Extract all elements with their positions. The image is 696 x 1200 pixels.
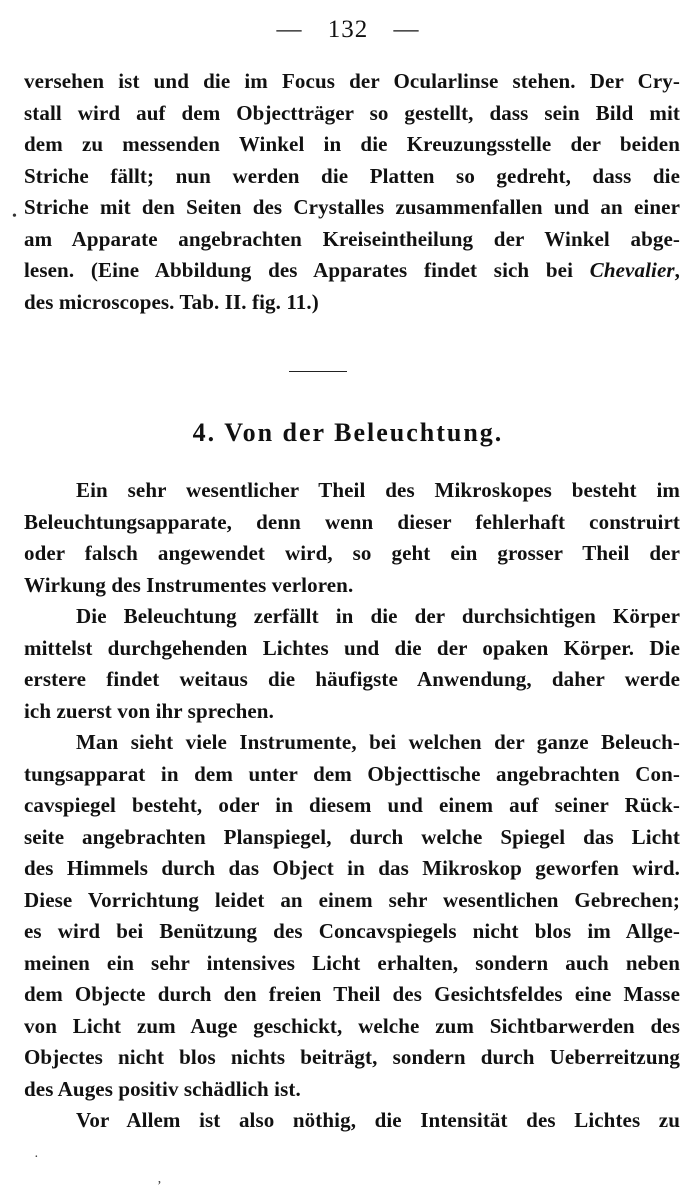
paragraph-1-line-2: Beleuchtungsapparate, denn wenn dieser fehlerhaft construirt: [24, 509, 680, 534]
paragraph-3: [24, 727, 680, 1105]
header-dash-right: —: [393, 16, 420, 43]
continued-line-6: am Apparate angebrachten Kreiseintheilung der Winkel abge-: [24, 226, 680, 251]
header-dash-left: —: [276, 16, 303, 43]
page-header: [0, 16, 696, 44]
paragraph-1-line-1: Ein sehr wesentlicher Theil des Mikroskopes besteht im: [76, 478, 680, 502]
paragraph-2-line-2: mittelst durchgehenden Lichtes und die der opaken Körper. Die: [24, 635, 680, 660]
author-name-chevalier: Chevalier: [589, 258, 675, 282]
paragraph-3-line-6: Diese Vorrichtung leidet an einem sehr wesentlichen Gebrechen;: [24, 887, 680, 912]
continued-line-5: Striche mit den Seiten des Crystalles zusammenfallen und an einer: [24, 195, 680, 219]
continued-line-7: [24, 255, 680, 287]
margin-speck-bottom: ʼ: [157, 1179, 162, 1194]
paragraph-2-line-1: Die Beleuchtung zerfällt in die der durchsichtigen Körper: [76, 604, 680, 628]
section-divider: [289, 371, 347, 372]
continued-paragraph: [24, 66, 680, 318]
paragraph-1-line-4: Wirkung des Instrumentes verloren.: [24, 572, 354, 597]
paragraph-4-line-1: Vor Allem ist also nöthig, die Intensität des Lichtes zu: [76, 1108, 680, 1132]
paragraph-3-line-1: Man sieht viele Instrumente, bei welchen der ganze Beleuch-: [76, 730, 680, 754]
paragraph-3-line-10: von Licht zum Auge geschickt, welche zum Sichtbarwerden des: [24, 1013, 680, 1038]
paragraph-2-line-3: erstere findet weitaus die häufigste Anwendung, daher werde: [24, 667, 680, 691]
section-heading: 4. Von der Beleuchtung.: [192, 418, 504, 447]
section-body: [24, 475, 680, 1137]
paragraph-1-line-3: oder falsch angewendet wird, so geht ein grosser Theil der: [24, 541, 680, 565]
paragraph-3-line-9: dem Objecte durch den freien Theil des Gesichtsfeldes eine Masse: [24, 982, 680, 1006]
page-number: 132: [327, 16, 369, 43]
continued-line-8: des microscopes. Tab. II. fig. 11.): [24, 289, 319, 314]
continued-line-3: dem zu messenden Winkel in die Kreuzungsstelle der beiden: [24, 132, 680, 156]
continued-line-4: Striche fällt; nun werden die Platten so gedreht, dass die: [24, 163, 680, 188]
continued-line-7-suffix: ,: [674, 258, 680, 282]
paragraph-3-line-2: tungsapparat in dem unter dem Objecttische angebrachten Con-: [24, 761, 680, 786]
margin-speck-left: ·: [34, 1150, 39, 1165]
paragraph-3-line-4: seite angebrachten Planspiegel, durch welche Spiegel das Licht: [24, 824, 680, 849]
paragraph-3-line-5: des Himmels durch das Object in das Mikroskop geworfen wird.: [24, 856, 680, 880]
paragraph-3-line-11: Objectes nicht blos nichts beiträgt, sondern durch Ueberreitzung: [24, 1045, 680, 1069]
paragraph-2: [24, 601, 680, 727]
paragraph-3-line-12: des Auges positiv schädlich ist.: [24, 1076, 301, 1101]
continued-line-2: stall wird auf dem Objectträger so gestellt, dass sein Bild mit: [24, 100, 680, 125]
paragraph-3-line-8: meinen ein sehr intensives Licht erhalten, sondern auch neben: [24, 950, 680, 975]
paragraph-3-line-7: es wird bei Benützung des Concavspiegels nicht blos im Allge-: [24, 919, 680, 943]
margin-dot-mark: •: [12, 209, 17, 224]
paragraph-3-line-3: cavspiegel besteht, oder in diesem und einem auf seiner Rück-: [24, 793, 680, 817]
continued-line-7-prefix: lesen. (Eine Abbildung des Apparates findet sich bei: [24, 258, 590, 282]
continued-line-1: versehen ist und die im Focus der Ocularlinse stehen. Der Cry-: [24, 69, 680, 93]
paragraph-2-line-4: ich zuerst von ihr sprechen.: [24, 698, 274, 723]
paragraph-1: [24, 475, 680, 601]
paragraph-4: [24, 1105, 680, 1137]
